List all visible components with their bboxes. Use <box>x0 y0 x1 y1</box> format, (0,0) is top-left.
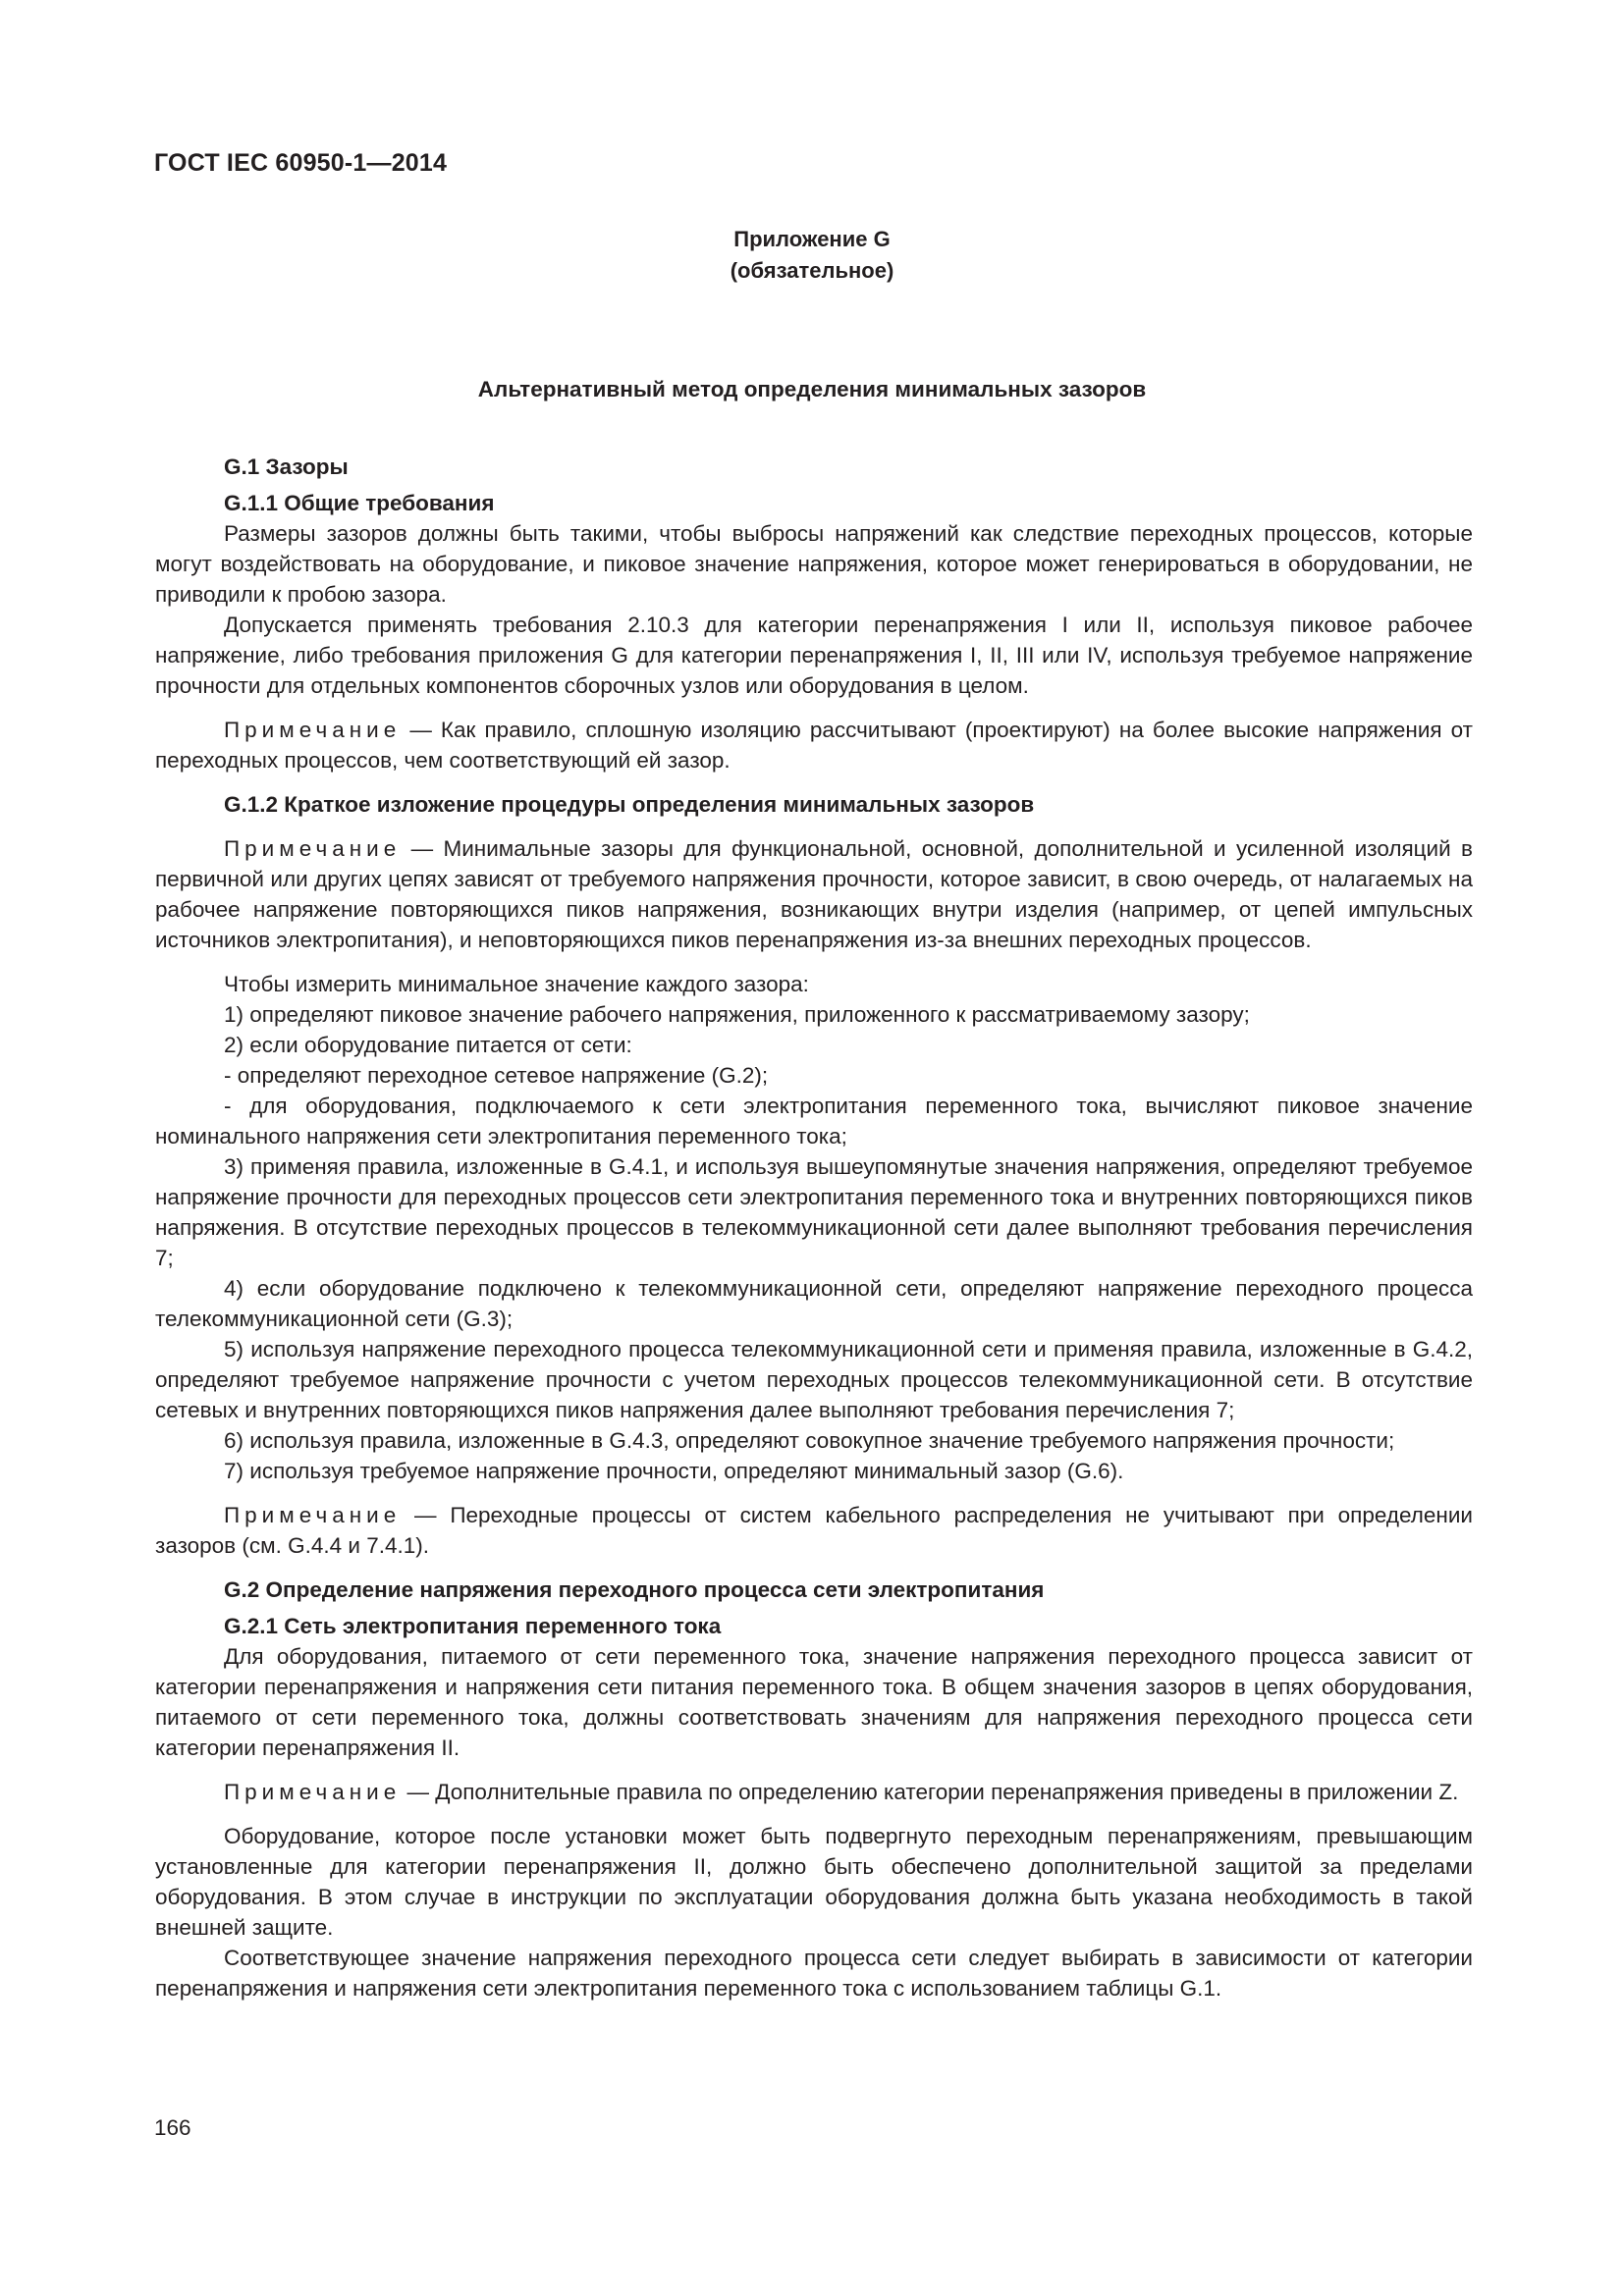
note-1 <box>155 715 1473 775</box>
appendix-status: (обязательное) <box>730 258 894 283</box>
steps-intro: Чтобы измерить минимальное значение каждого зазора: <box>224 972 809 996</box>
note-3 <box>155 1500 1473 1561</box>
paragraph: Для оборудования, питаемого от сети переменного тока, значение напряжения переходного процесса зависит от категории перенапряжения и напряжения сети питания переменного тока. В общем значения зазоров в цепях оборудования, питаемого от сети переменного тока, должны соответствовать значениям для напряжения переходного процесса сети категории перенапряжения II. <box>155 1644 1473 1760</box>
note-text: — Минимальные зазоры для функциональной, основной, дополнительной и усиленной изоляций в первичной или других цепях зависят от требуемого напряжения прочности, которое зависит, в свою очередь, от налагаемых на рабочее напряжение повторяющихся пиков напряжения, возникающих внутри изделия (например, от цепей импульсных источников электропитания), и неповторяющихся пиков перенапряжения из-за внешних переходных процессов. <box>155 836 1473 952</box>
list-item: - определяют переходное сетевое напряжение (G.2); <box>224 1063 769 1088</box>
list-item: 3) применяя правила, изложенные в G.4.1, и используя вышеупомянутые значения напряжения, определяют требуемое напряжение прочности для переходных процессов сети электропитания переменного тока и внутренних повторяющихся пиков напряжения. В отсутствие переходных процессов в телекоммуникационной сети далее выполняют требования перечисления 7; <box>155 1154 1473 1270</box>
list-item: 7) используя требуемое напряжение прочности, определяют минимальный зазор (G.6). <box>224 1459 1124 1483</box>
paragraph: Допускается применять требования 2.10.3 для категории перенапряжения I или II, используя пиковое рабочее напряжение, либо требования приложения G для категории перенапряжения I, II, III или IV, используя требуемое напряжение прочности для отдельных компонентов сборочных узлов или оборудования в целом. <box>155 613 1473 698</box>
list-item: 2) если оборудование питается от сети: <box>224 1033 632 1057</box>
note-text: — Как правило, сплошную изоляцию рассчитывают (проектируют) на более высокие напряжения от переходных процессов, чем соответствующий ей зазор. <box>155 718 1473 773</box>
note-label: Примечание <box>224 836 402 861</box>
list-item: 5) используя напряжение переходного процесса телекоммуникационной сети и применяя правила, изложенные в G.4.2, определяют требуемое напряжение прочности с учетом переходных процессов телекоммуникационной сети. В отсутствие сетевых и внутренних повторяющихся пиков напряжения далее выполняют требования перечисления 7; <box>155 1337 1473 1422</box>
paragraph: Соответствующее значение напряжения переходного процесса сети следует выбирать в зависимости от категории перенапряжения и напряжения сети электропитания переменного тока с использованием таблицы G.1. <box>155 1946 1473 2001</box>
list-item: 1) определяют пиковое значение рабочего напряжения, приложенного к рассматриваемому зазору; <box>224 1002 1250 1027</box>
note-label: Примечание <box>224 1503 402 1527</box>
appendix-name: Приложение G <box>733 227 891 251</box>
note-text: — Дополнительные правила по определению категории перенапряжения приведены в приложении Z. <box>401 1780 1459 1804</box>
note-2 <box>155 833 1473 955</box>
note-4 <box>155 1777 1473 1807</box>
list-item: 4) если оборудование подключено к телекоммуникационной сети, определяют напряжение переходного процесса телекоммуникационной сети (G.3); <box>155 1276 1473 1331</box>
list-item: - для оборудования, подключаемого к сети электропитания переменного тока, вычисляют пиковое значение номинального напряжения сети электропитания переменного тока; <box>155 1094 1473 1148</box>
paragraph: Размеры зазоров должны быть такими, чтобы выбросы напряжений как следствие переходных процессов, которые могут воздействовать на оборудование, и пиковое значение напряжения, которое может генерироваться в оборудовании, не приводили к пробою зазора. <box>155 521 1473 607</box>
note-label: Примечание <box>224 1780 402 1804</box>
list-item: 6) используя правила, изложенные в G.4.3, определяют совокупное значение требуемого напряжения прочности; <box>224 1428 1395 1453</box>
section-g2-heading: G.2 Определение напряжения переходного процесса сети электропитания <box>224 1577 1045 1602</box>
document-body <box>155 452 1473 2003</box>
section-g21-heading: G.2.1 Сеть электропитания переменного тока <box>224 1614 722 1638</box>
section-g12-heading: G.1.2 Краткое изложение процедуры определения минимальных зазоров <box>224 792 1035 817</box>
paragraph: Оборудование, которое после установки может быть подвергнуто переходным перенапряжениям, превышающим установленные для категории перенапряжения II, должно быть обеспечено дополнительной защитой за пределами оборудования. В этом случае в инструкции по эксплуатации оборудования должна быть указана необходимость в такой внешней защите. <box>155 1824 1473 1940</box>
note-label: Примечание <box>224 718 402 742</box>
section-g11-heading: G.1.1 Общие требования <box>224 491 495 515</box>
standard-header: ГОСТ IEC 60950-1—2014 <box>154 149 448 177</box>
note-text: — Переходные процессы от систем кабельного распределения не учитывают при определении зазоров (см. G.4.4 и 7.4.1). <box>155 1503 1473 1558</box>
appendix-title: Альтернативный метод определения минимальных зазоров <box>477 377 1147 401</box>
page-number: 166 <box>154 2115 191 2140</box>
section-g1-heading: G.1 Зазоры <box>224 454 349 479</box>
appendix-heading <box>0 224 1624 287</box>
